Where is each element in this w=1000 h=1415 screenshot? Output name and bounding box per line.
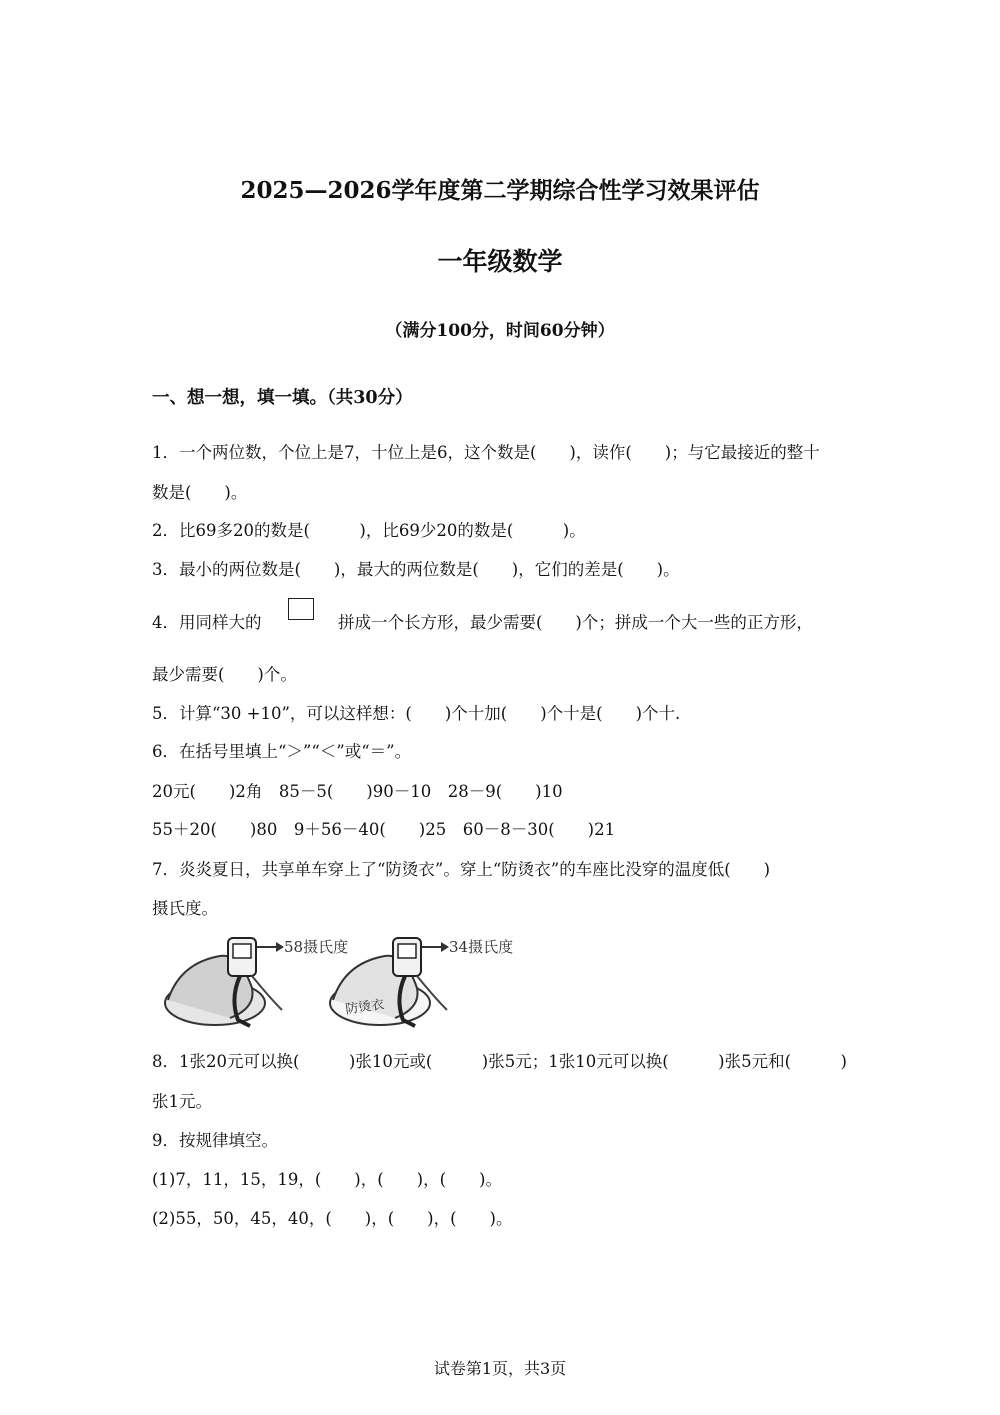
exam-title: 2025—2026学年度第二学期综合性学习效果评估 bbox=[240, 177, 760, 204]
question-3: 3．最小的两位数是( )，最大的两位数是( )，它们的差是( )。 bbox=[152, 560, 680, 579]
subject-title: 一年级数学 bbox=[437, 247, 563, 276]
question-6-row-1: 20元( )2角 85－5( )90－10 28－9( )10 bbox=[152, 782, 563, 801]
page-footer: 试卷第1页，共3页 bbox=[433, 1359, 567, 1378]
question-5: 5．计算“30 +10”，可以这样想：( )个十加( )个十是( )个十. bbox=[152, 704, 681, 723]
exam-note: （满分100分，时间60分钟） bbox=[385, 321, 615, 341]
cover-label: 防烫衣 bbox=[344, 997, 386, 1018]
temperature-label-left: 58摄氏度 bbox=[284, 938, 349, 956]
question-4-line-2: 最少需要( )个。 bbox=[152, 665, 297, 684]
question-8-line-2: 张1元。 bbox=[152, 1092, 212, 1111]
question-9-part-2: (2)55，50，45，40，( )，( )，( )。 bbox=[152, 1209, 513, 1228]
question-2: 2．比69多20的数是( )，比69少20的数是( )。 bbox=[152, 521, 586, 540]
square-icon bbox=[288, 598, 314, 620]
question-4-prefix: 4．用同样大的 bbox=[152, 613, 262, 632]
question-8-line-1: 8．1张20元可以换( )张10元或( )张5元；1张10元可以换( )张5元和( ) bbox=[152, 1052, 847, 1071]
question-7-line-1: 7．炎炎夏日，共享单车穿上了“防烫衣”。穿上“防烫衣”的车座比没穿的温度低( ) bbox=[152, 860, 771, 879]
question-1-line-2: 数是( )。 bbox=[152, 483, 248, 502]
question-9-part-1: (1)7，11，15，19，( )，( )，( )。 bbox=[152, 1170, 502, 1189]
bike-seat-figure-right bbox=[325, 928, 535, 1033]
temperature-label-right: 34摄氏度 bbox=[449, 938, 514, 956]
question-9: 9．按规律填空。 bbox=[152, 1131, 278, 1150]
question-7-line-2: 摄氏度。 bbox=[152, 899, 218, 918]
question-1-line-1: 1．一个两位数，个位上是7，十位上是6，这个数是( )，读作( )；与它最接近的整十 bbox=[152, 443, 820, 462]
question-6-row-2: 55＋20( )80 9＋56－40( )25 60－8－30( )21 bbox=[152, 820, 616, 839]
section-heading: 一、想一想，填一填。（共30分） bbox=[152, 388, 413, 408]
question-6: 6．在括号里填上“＞”“＜”或“＝”。 bbox=[152, 742, 412, 761]
question-4-line-1: 拼成一个长方形，最少需要( )个；拼成一个大一些的正方形， bbox=[338, 613, 813, 632]
